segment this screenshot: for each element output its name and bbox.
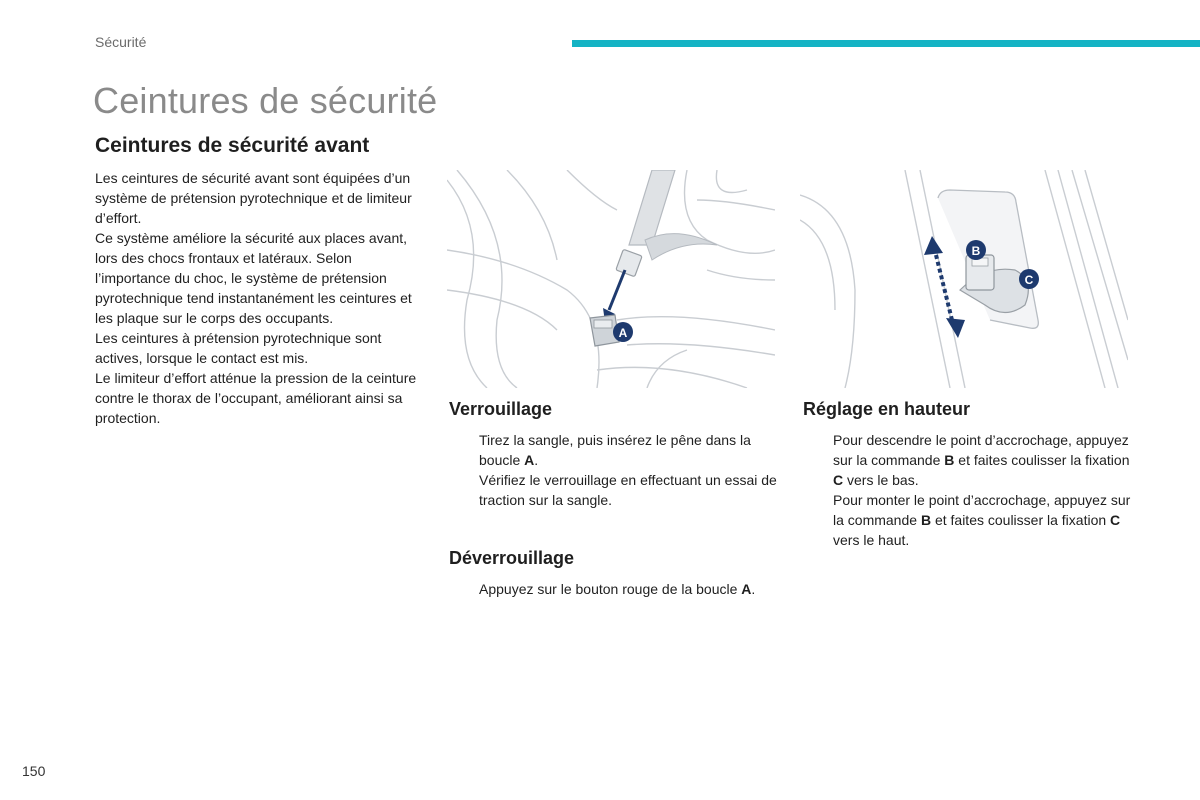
list-item: Appuyez sur le bouton rouge de la boucle A. bbox=[479, 581, 756, 597]
callout-b-label: B bbox=[971, 244, 981, 258]
section-title: Réglage en hauteur bbox=[803, 399, 971, 419]
list-item: Vérifiez le verrouillage en effectuant un essai de traction sur la sangle. bbox=[479, 472, 777, 508]
intro-paragraph: Les ceintures à prétension pyrotechnique sont actives, lorsque le contact est mis. bbox=[95, 330, 382, 366]
height-adjust-illustration bbox=[800, 170, 1128, 388]
list-item: Pour monter le point d’accrochage, appuyez sur la commande B et faites coulisser la fixation C vers le haut. bbox=[833, 492, 1131, 548]
intro-text bbox=[95, 168, 425, 428]
intro-paragraph: Le limiteur d’effort atténue la pression de la ceinture contre le thorax de l’occupant, améliorant ainsi sa protection. bbox=[95, 370, 417, 426]
callout-a-label: A bbox=[618, 326, 628, 340]
intro-paragraph: Les ceintures de sécurité avant sont équipées d’un système de prétension pyrotechnique et de limiteur d’effort. bbox=[95, 170, 412, 226]
section-verrouillage bbox=[449, 399, 779, 510]
section-deverrouillage bbox=[449, 548, 779, 599]
buckle-illustration bbox=[447, 170, 775, 388]
instruction-list bbox=[449, 430, 779, 510]
header-accent-bar bbox=[572, 40, 1200, 47]
section-title: Verrouillage bbox=[449, 399, 553, 419]
page-number: 150 bbox=[22, 763, 46, 779]
list-item: Tirez la sangle, puis insérez le pêne dans la boucle A. bbox=[479, 432, 751, 468]
page-title: Ceintures de sécurité bbox=[93, 80, 438, 121]
section-reglage-hauteur bbox=[803, 399, 1133, 550]
callout-c-label: C bbox=[1024, 273, 1034, 287]
section-label: Sécurité bbox=[95, 34, 147, 50]
list-item: Pour descendre le point d’accrochage, appuyez sur la commande B et faites coulisser la fixation C vers le bas. bbox=[833, 432, 1130, 488]
instruction-list bbox=[449, 579, 779, 599]
section-title: Déverrouillage bbox=[449, 548, 575, 568]
instruction-list bbox=[803, 430, 1133, 550]
intro-paragraph: Ce système améliore la sécurité aux places avant, lors des chocs frontaux et latéraux. Selon l’importance du choc, le système de prétension pyrotechnique tend instantanément les ceintures et les plaque sur le corps des occupants. bbox=[95, 230, 412, 326]
section-subtitle: Ceintures de sécurité avant bbox=[95, 134, 370, 157]
